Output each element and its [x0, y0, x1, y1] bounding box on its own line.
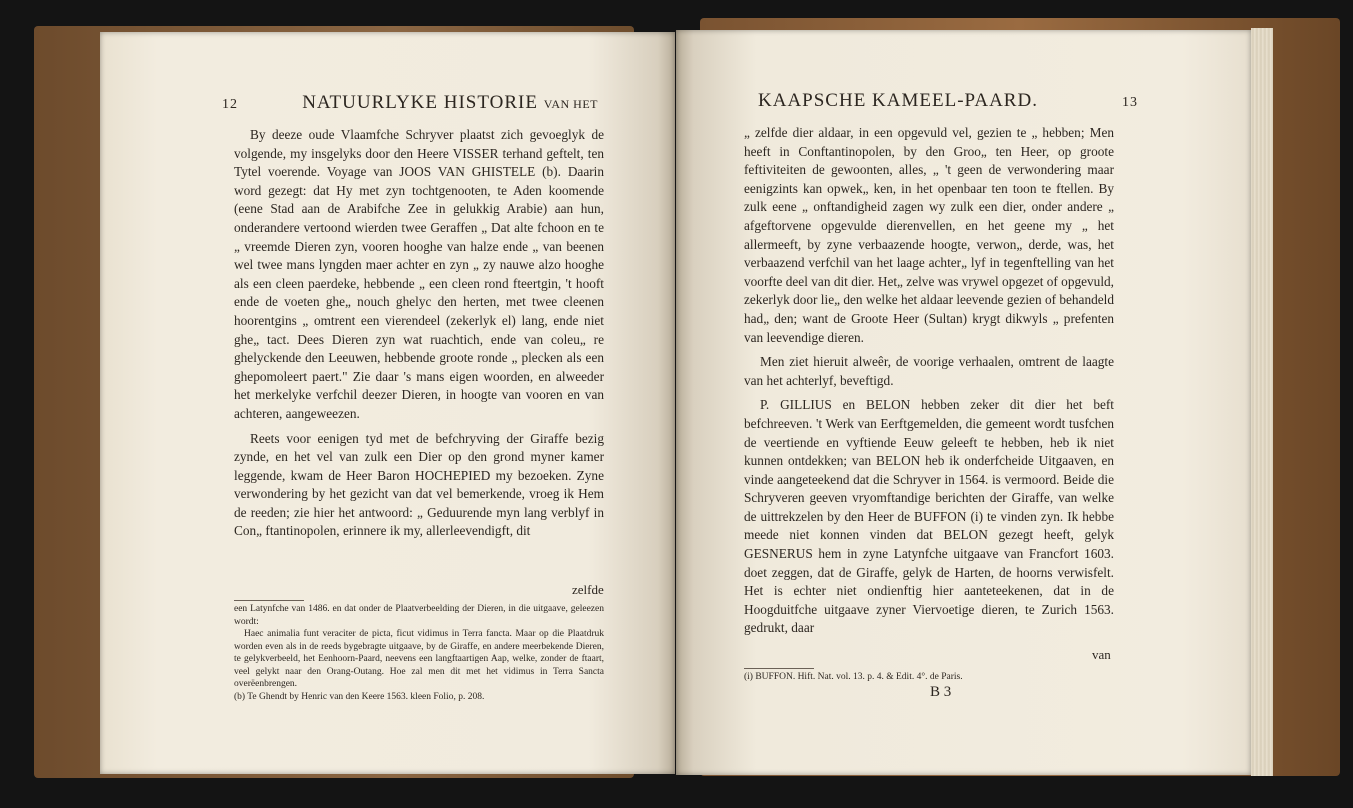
- right-footnote: (i) BUFFON. Hift. Nat. vol. 13. p. 4. & Edit. 4°. de Paris.: [744, 672, 963, 682]
- left-footnote-3: (b) Te Ghendt by Henric van den Keere 1563. kleen Folio, p. 208.: [234, 691, 485, 702]
- left-footnote-1: een Latynfche van 1486. en dat onder de Plaatverbeelding der Dieren, in die uitgaave, geleezen wordt:: [234, 604, 604, 627]
- right-page-number: 13: [1122, 95, 1138, 110]
- left-running-head: [222, 92, 598, 114]
- right-body-text: [744, 124, 1114, 644]
- right-running-head: [758, 90, 1138, 112]
- right-footnote-rule: [744, 668, 814, 669]
- left-footnotes: [234, 603, 604, 703]
- right-catchword: van: [1092, 647, 1111, 662]
- left-page-number: 12: [222, 97, 238, 112]
- right-paragraph-3: P. GILLIUS en BELON hebben zeker dit dier het beft befchreeven. 't Werk van Eerftgemelden, die gemeent wordt tusfchen de veertiende en vyftiende Eeuw geleeft te hebben, heb ik niet kunnen ontdekken; van BELON heb ik onderfcheide Uitgaaven, en vinde aangeteekend dat die Schryver in 1564. is vermoord. Beide die Schryveren geeven vryomftandige berichten der Giraffe, van welke de uittrekzelen by den Heer de BUFFON (i) te vinden zyn. Ik hebbe meede niet konnen vinden dat BELON gezegt heeft, gelyk GESNERUS hem in zyne Latynfche uitgaave van Francfort 1603. doet zeggen, dat de Giraffe, gelyk de Harten, de hoorns verwisfelt. Het is echter niet ondienftig hier aanteteekenen, dat in de Hoogduitfche uitgaave zyner Viervoetige dieren, te Zurich 1563. gedrukt, daar: [744, 397, 1114, 636]
- left-paragraph-1: By deeze oude Vlaamfche Schryver plaatst zich gevoeglyk de volgende, my insgelyks door den Heere VISSER terhand geftelt, ten Tytel voerende. Voyage van JOOS VAN GHISTELE (b). Daarin word gezegt: dat Hy met zyn tochtgenooten, te Aden koomende (eene Stad aan de Arabifche Zee in gelukkig Arabie) aan hun, onderandere vertoond wierden twee Geraffen „ Dat alte fchoon en te „ vreemde Dieren zyn, vooren hooghe van halze ende „ van beenen wel twee mans lyngden maer achter en zyn „ zy nauwe alzo hooghe als een cleen paerdeke, hebbende „ een cleen rond fteertgin, 't hooft ende de voeten ghe„ nouch ghelyc den herten, met twee cleenen hoorentgins „ omtrent een vierendeel (zekerlyk el) lang, ende niet ghe„ tact. Dees Dieren zyn wat ruachtich, ende van coleu„ re ghelyckende den Leeuwen, hebbende groote ronde „ plecken als een ghepomoleert paert." Zie daar 's mans eigen woorden, en alweeder het merkelyke verfchil deezer Dieren, in hoogte van vooren en van achteren, aangeweezen.: [234, 127, 604, 421]
- left-running-title: NATUURLYKE HISTORIE VAN HET: [302, 92, 598, 113]
- left-footnote-rule: [234, 600, 304, 601]
- signature-mark: B 3: [930, 684, 952, 700]
- page-edges: [1251, 28, 1273, 776]
- right-paragraph-1: „ zelfde dier aldaar, in een opgevuld vel, gezien te „ hebben; Men heeft in Conftantinopolen, by den Groo„ ten Heer, op groote feftiviteiten de gewoonten, alles, „ 't geen de verwondering maar eenigzints kan opwek„ ken, in het openbaar ten toon te ftellen. By zulk eene „ onftandigheid zagen wy zulk een dier, onder andere „ afgeftorvene opgevulde dierenvellen, en het geene my „ het allermeeft, by zyne verbaazende hoogte, verwon„ derde, was, het verbaazend verfchil van het laage achter„ lyf in tegenftelling van het voorfte deel van dit dier. Het„ zelve was vrywel opgezet of opgevuld, zekerlyk door lie„ den welke het aldaar leevende gezien of behandeld had„ den; want de Groote Heer (Sultan) krygt dikwyls „ prefenten van leevendige dieren.: [744, 125, 1114, 345]
- right-paragraph-2: Men ziet hieruit alweêr, de voorige verhaalen, omtrent de laagte van het achterlyf, beveftigd.: [744, 354, 1114, 388]
- left-paragraph-2: Reets voor eenigen tyd met de befchryving der Giraffe bezig zynde, en het vel van zulk een Dier op den grond myner kamer leggende, kwam de Heer Baron HOCHEPIED my bezoeken. Zyne verwondering by het gezicht van dat vel bemerkende, vroeg ik Hem de reeden; zie hier het antwoord: „ Geduurende myn lang verblyf in Con„ ftantinopolen, erinnere ik my, allerleevendigft, dit: [234, 430, 604, 539]
- left-footnote-2: Haec animalia funt veraciter de picta, ficut vidimus in Terra fancta. Maar op die Plaatdruk worden even als in de reeds bygebragte uitgaave, by de Giraffe, en andere meerbekende Dieren, te gelykverbeeld, het Eenhoorn-Paard, neevens een langftaartigen Aap, welke, zonder de ftaart, veel gelykt naar den Orang-Outang. Hoe zal men dit met het vidimus in Terra Sancta overëenbrengen.: [234, 629, 604, 689]
- left-catchword: zelfde: [572, 582, 604, 597]
- left-body-text: [234, 126, 604, 547]
- right-running-title: KAAPSCHE KAMEEL-PAARD.: [758, 90, 1038, 111]
